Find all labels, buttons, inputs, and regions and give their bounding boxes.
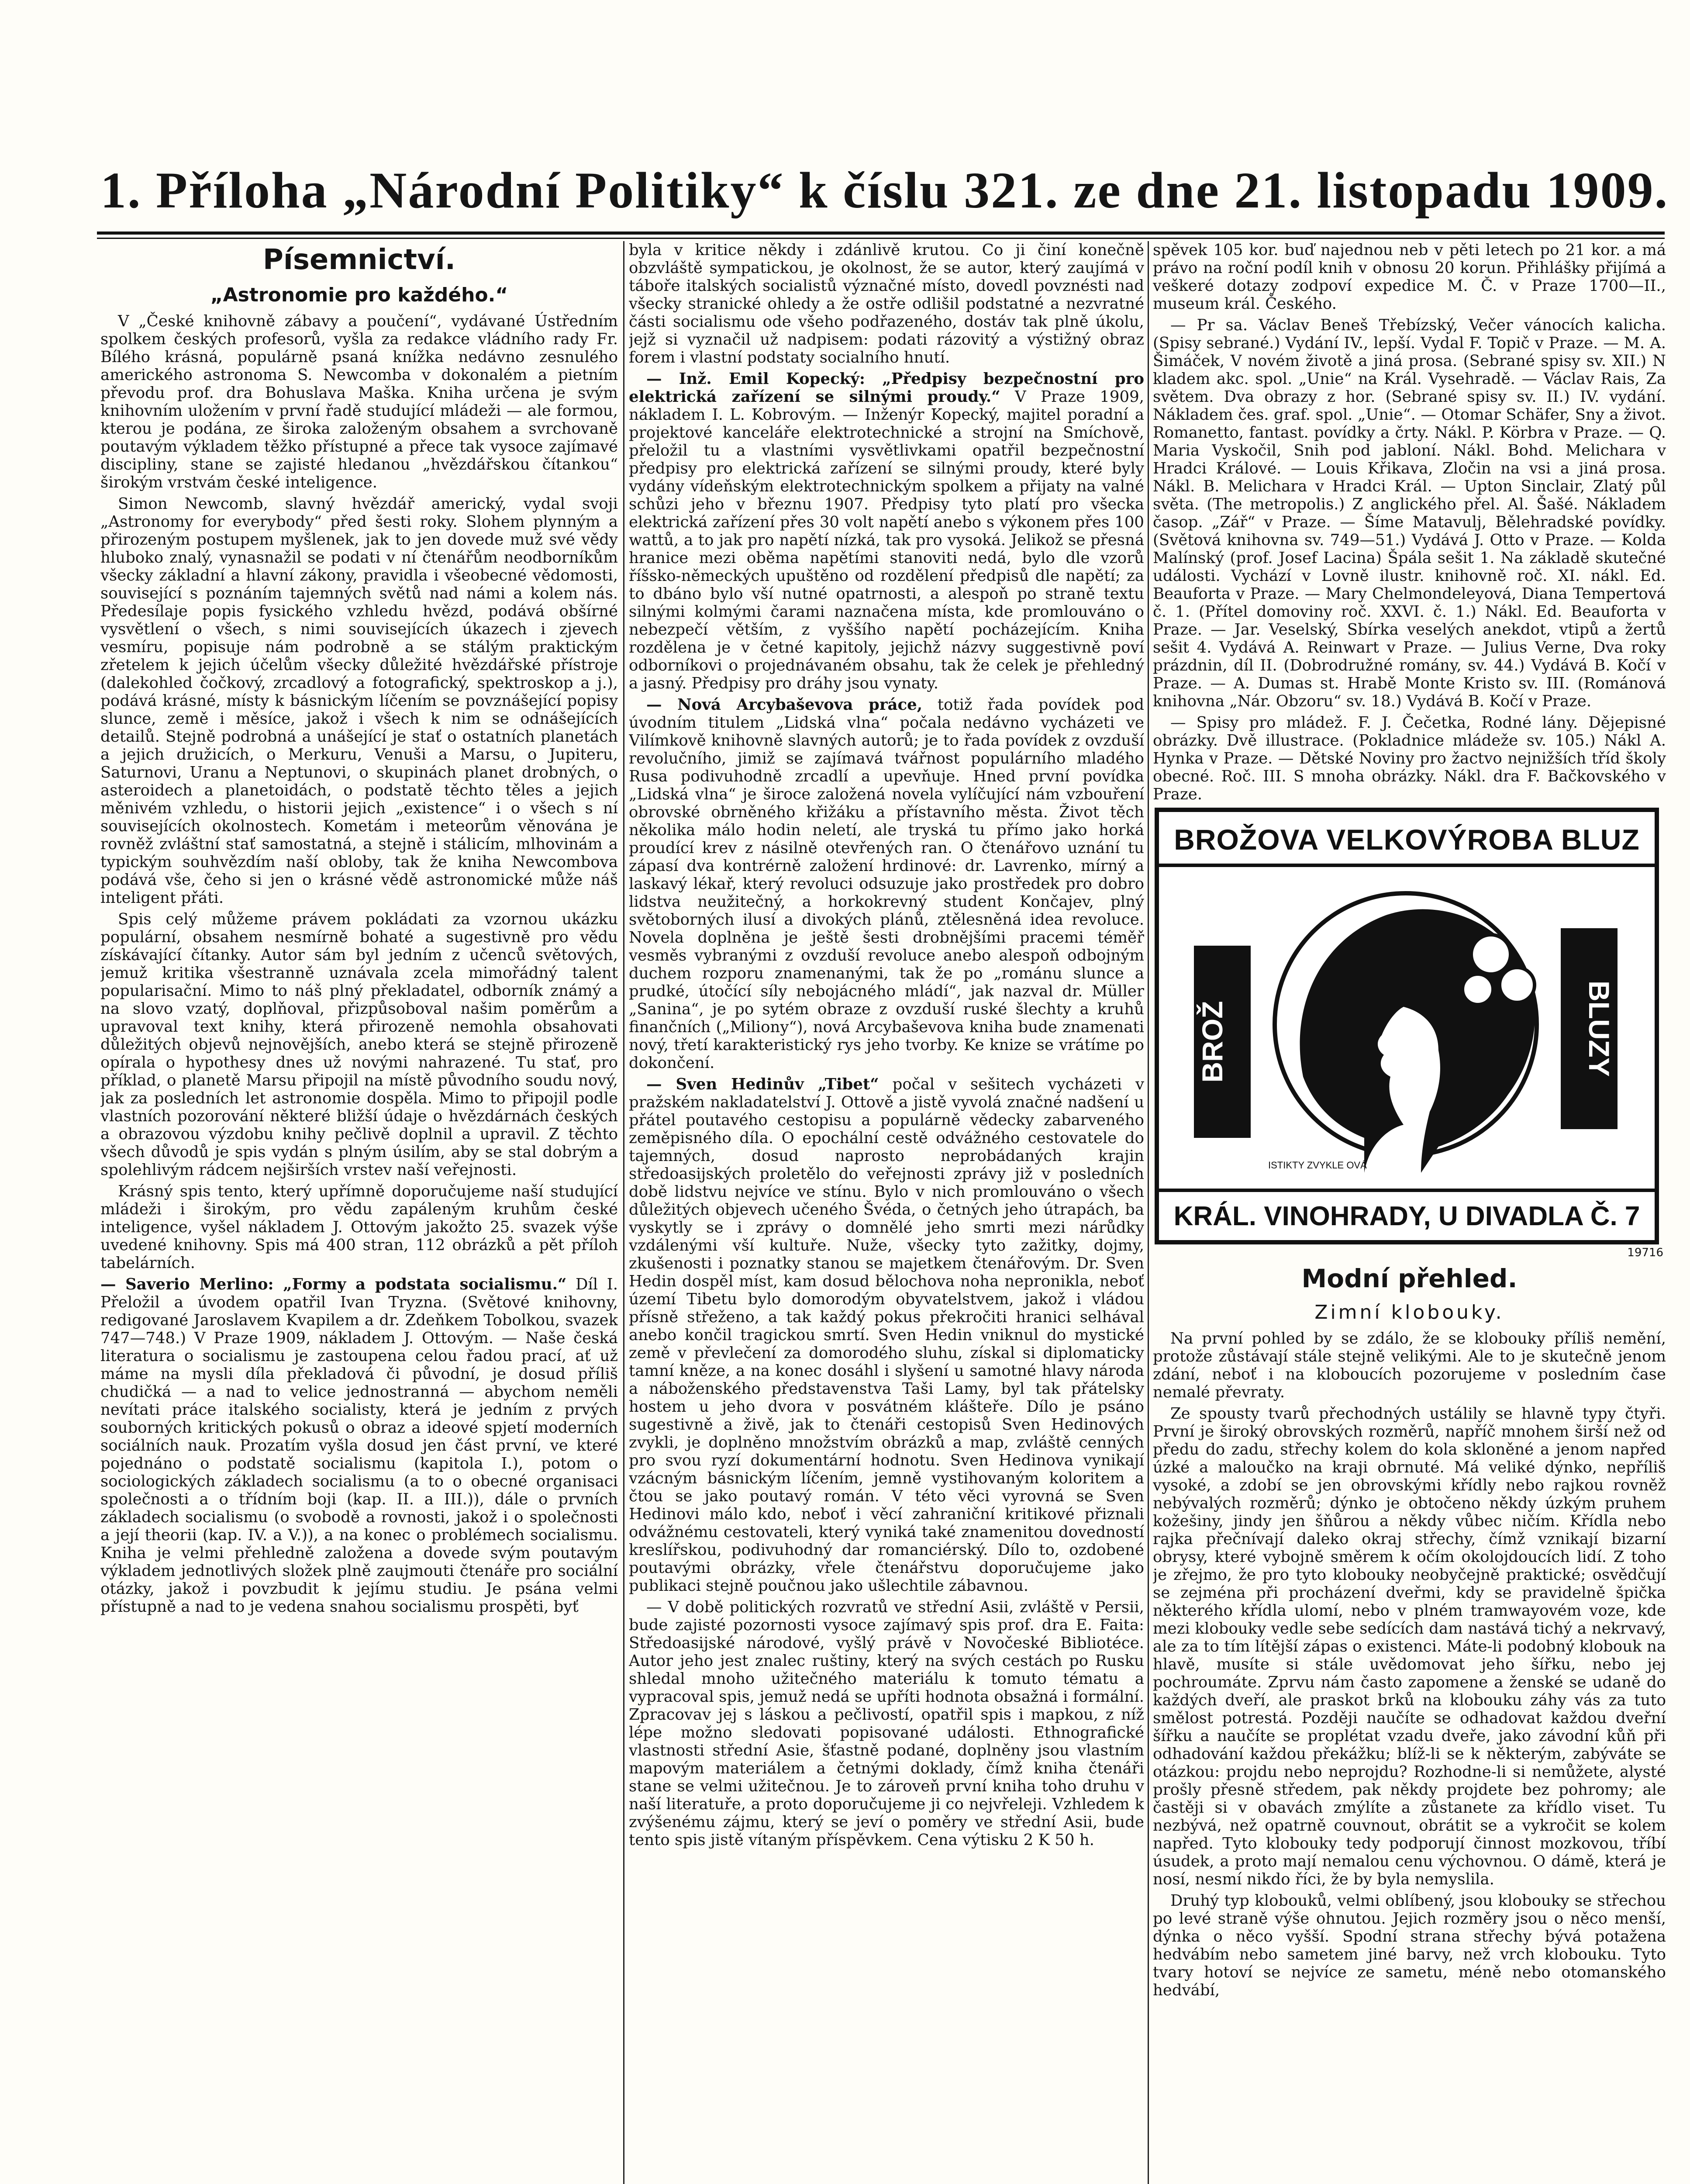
column-divider — [623, 241, 624, 2184]
article-paragraph: Spis celý můžeme právem pokládati za vzornou ukázku populární, obsahem nesmírně bohaté a sugestivně pro vědu získávající čítanky. Autor sám byl jedním z učenců světových, jemuž kritika všestranně uznávala zcela mimořádný talent popularisační. Mimo to náš plný překladatel, odborník známý a na slovo vzatý, doplňoval, přizpůsoboval našim poměrům a upravoval text knihy, která přirozeně nemohla obsahovati důležitých objevů nejnovějších, anebo která se stejně přirozeně opírala o hypothesy dnes už novými nahrazené. Tu stať, pro příklad, o planetě Marsu připojil na místě původního soudu nový, jak za posledních let astronomie dospěla. Mimo to připojil podle vlastních pozorování některé bližší údaje o hvězdárnách českých a obrazovou výzdobu knihy pečlivě doplnil a upravil. Z těchto všech důvodů je spis vydán s plným úsilím, aby se stal dobrým a spolehlivým rádcem nejširších vrstev naší veřejnosti. — [100, 910, 618, 1179]
article-paragraph: Ze spousty tvarů přechodných ustálily se hlavně typy čtyři. První je široký obrovských rozměrů, napříč mnohem širší než od předu do zadu, střechy kolem do kola skloněné a jenom napřed úzké a maloučko na kraji obrnuté. Má veliké dýnko, nepříliš vysoké, a zdobí se jen obrovskými křídly nebo rajkou rovněž nebývalých rozměrů; dýnko je obtočeno někdy úzkým pruhem kožešiny, jindy jen šňůrou a někdy vůbec ničím. Křídla nebo rajka přečnívají daleko okraj střechy, čímž vznikají bizarní obrysy, které vybojně směrem k očím okolojdoucích lidí. Z toho je zřejmo, že pro tyto klobouky neobyčejně praktické; osvědčují se zejména při procházení dveřmi, kdy se pravidelně špička některého křídla ulomí, nebo v plném tramwayovém voze, kde mezi klobouky vedle sebe sedících dam nastává tichý a nekrvavý, ale za to tím lítější zápas o existenci. Máte-li podobný klobouk na hlavě, musíte si stále uvědomovat jeho šířku, nebo jej pochroumáte. Zprvu nám často zapomene a ženské se udaně do každých dveří, ale praskot brků na klobouku záhy vás za tuto smělost potrestá. Později naučíte se odhadovat každou dveřní šířku a naučíte se proplétat vzadu dveře, jako závodní kůň při odhadování každou překážku; blíž-li se k některým, zabýváte se otázkou: projdu nebo neprojdu? Rozhodne-li si nemůžete, alysté prošly přesně středem, pak někdy projdete bez pohromy; ale častěji si v obavách zmýlíte a zůstanete za křídlo viset. Tu nezbývá, než opatrně couvnout, obrátit se a vykročit se kolem napřed. Tyto klobouky tedy podporují činnost mozkovou, tříbí úsudek, a proto mají nemalou cenu výchovnou. O dámě, která je nosí, nesmí nikdo říci, že by byla nemyslila. — [1153, 1405, 1666, 1888]
ad-right-vertical: BLUZY — [1583, 981, 1615, 1077]
section-title: Modní přehled. — [1301, 1264, 1518, 1293]
column-3 — [1153, 241, 1666, 2184]
article-paragraph: Druhý typ klobouků, velmi oblíbený, jsou klobouky se střechou po levé straně výše ohnutou. Jejich rozměry jsou o něco menší, dýnka o něco vyšší. Spodní strana střechy bývá potažena hedvábím nebo sametem jiné barvy, než vrch klobouku. Tyto tvary hotoví se nejvíce ze sametu, méně nebo otomanského hedvábí, — [1153, 1892, 1666, 1999]
article-subtitle: Zimní klobouky. — [1314, 1301, 1504, 1324]
review-paragraph — [629, 1598, 1144, 1849]
ad-left-vertical: BROŽ — [1196, 1001, 1228, 1083]
article-paragraph: spěvek 105 kor. buď najednou neb v pěti letech po 21 kor. a má právo na roční podíl knih v obnosu 20 korun. Přihlášky přijímá a veškeré dotazy zodpoví expedice M. Č. v Praze 1700—II., museum král. Českého. — [1153, 241, 1666, 313]
ad-illustration — [1159, 867, 1655, 1190]
review-paragraph — [629, 696, 1144, 1072]
article-paragraph: Na první pohled by se zdálo, že se klobouky příliš nemění, protože zůstávají stále stejně velikými. Ale to je skutečně jenom zdání, neboť i na kloboucích pozorujeme v posledním čase nemalé převraty. — [1153, 1330, 1666, 1401]
woman-profile-icon — [1159, 867, 1655, 1190]
advertisement — [1155, 808, 1659, 1244]
review-text: totiž řada povídek pod úvodním titulem „Lidská vlna“ počala nedávno vycházeti ve Vilímkově knihovně slavných autorů; je to řada povídek z ovzduší revolučního, jimiž se zajímavá tvářnost populárního mladého Rusa podivuhodně zrcadlí a upevňuje. Hned první povídka „Lidská vlna“ je široce založená novela vylíčující nám vzbouření obrovské obrněného křižáku a přístavního města. Život těch několika málo hodin neletí, ale tryská tu přímo jako horká proudící krev z násilně otevřených ran. O čtenářovo uznání tu zápasí dva kontrérně založení hrdinové: dr. Lavrenko, mírný a laskavý lékař, který revoluci odsuzuje jako prostředek pro dobro lidstva neužitečný, a horkokrevný student Končajev, plný světoborných ilusí a divokých plánů, ztělesněná idea revoluce. Novela doplněna je ještě šesti drobnějšími pracemi téměř vesměs vybranými z ovzduší revoluce anebo alespoň odbojným duchem rozporu znamenanými, tak že po „románu slunce a prudké, útočící síly nebojácného mládí“, jak nazval dr. Müller „Sanina“, je po sytém obraze z ovzduší ruské šlechty a kruhů finančních („Miliony“), nová Arcybaševova kniha bude znamenati nový, třetí karakteristický rys jeho tvorby. Ke knize se vrátíme po dokončení. — [629, 696, 1144, 1072]
book-list-paragraph: — Pr sa. Václav Beneš Třebízský, Večer vánocích kalicha. (Spisy sebrané.) Vydání IV., lepší. Vydal F. Topič v Praze. — M. A. Šimáček, V novém životě a jiná prosa. (Sebrané spisy sv. XII.) N kladem akc. spol. „Unie“ na Král. Vysehradě. — Václav Rais, Za světem. Dva obrazy z hor. (Sebrané spisy sv. II.) IV. vydání. Nákladem čes. graf. spol. „Unie“. — Otomar Schäfer, Sny a život. Romanetto, fantast. povídky a črty. Nákl. P. Körbra v Praze. — Q. Maria Vyskočil, Snih pod jabloní. Nákl. Bohd. Melichara v Hradci Králové. — Louis Křikava, Zločin na vsi a jiná prosa. Nákl. B. Melichara v Hradci Král. — Upton Sinclair, Zlatý půl světa. (The metropolis.) Z anglického přel. Al. Šašé. Nákladem časop. „Zář“ v Praze. — Šíme Matavulj, Bělehradské povídky. (Světová knihovna sv. 749—51.) Vydává J. Otto v Praze. — Kolda Malínský (prof. Josef Lacina) Špála sešit 1. Na základě skutečné události. Vychází v Lovně ilustr. knihovně roč. XI. nákl. Ed. Beauforta v Praze. — Mary Chelmondeleyová, Diana Tempertová č. 1. (Přítel domoviny roč. XXVI. č. 1.) Nákl. Ed. Beauforta v Praze. — Jar. Veselský, Sbírka veselých anekdot, vtipů a žertů sešit 4. Vydává A. Reinwart v Praze. — Julius Verne, Dva roky prázdnin, díl II. (Dobrodružné romány, sv. 44.) Vydává B. Kočí v Praze. — A. Dumas st. Hrabě Monte Kristo sv. III. (Románová knihovna „Nár. Obzoru“ sv. 18.) Vydává B. Kočí v Praze. — [1153, 316, 1666, 710]
review-text: V Praze 1909, nákladem I. L. Kobrovým. — Inženýr Kopecký, majitel poradní a projektové kanceláře elektrotechnické a strojní na Smíchově, přeložil tu a vlastními vysvětlivkami opatřil bezpečnostní předpisy pro elektrická zařízení se silnými proudy, které byly vydány vídeňským elektrotechnickým spolkem a přijaty na valné schůzi jeho v březnu 1907. Předpisy tyto platí pro všecka elektrická zařízení přes 30 volt napětí anebo s výkonem přes 100 wattů, a to jak pro napětí nízká, tak pro vysoká. Jelikož se přesná hranice mezi oběma napětími stanoviti nedá, bylo dle vzorů říšsko-německých upuštěno od rozdělení předpisů dle napětí; za to dbáno bylo vší nutné opatrnosti, a alespoň po straně textu silnými kolmými čarami naznačena místa, kde promlouváno o nebezpečí větším, z vyššího napětí pocházejícím. Kniha rozdělena je v četné kapitoly, jejichž názvy suggestivně poví odborníkovi o projednávaném obsahu, tak že celek je přehledný a jasný. Předpisy pro dráhy jsou vynaty. — [629, 388, 1144, 692]
review-paragraph — [100, 1275, 618, 1616]
article-paragraph: Krásný spis tento, který upřímně doporučujeme naší studující mládeži i širokým, pro vědu zapáleným kruhům české inteligence, vyšel nákladem J. Ottovým jakožto 25. svazek výše uvedené knihovny. Spis má 400 stran, 112 obrázků a pět příloh tabelárních. — [100, 1182, 618, 1272]
column-divider — [1148, 241, 1149, 2184]
review-text: Díl I. Přeložil a úvodem opatřil Ivan Tryzna. (Světové knihovny, redigované Jaroslavem Kvapilem a dr. Zdeňkem Tobolkou, svazek 747—748.) V Praze 1909, nákladem J. Ottovým. — Naše česká literatura o socialismu je zastoupena celou řadou prací, ať už máme na mysli díla překladová či původní, je dosud příliš chudičká — a nad to velice jednostranná — abychom neměli nevítati práce italského socialisty, která je jedním z prvých souborných kritických pokusů o obraz a ideové spjetí moderních sociálních nauk. Prozatím vyšla dosud jen část první, ve které pojednáno o podstatě socialismu (kapitola I.), potom o sociologických základech socialismu (a to o obecné organisaci společnosti a o třídním boji (kap. II. a III.)), dále o prvních základech socialismu (o svobodě a rovnosti, jakož i o společnosti a její theorii (kap. IV. a V.)), a na konec o problémech socialismu. Kniha je velmi přehledně založena a dovede svým poutavým výkladem jednotlivých složek plně zaujmouti čtenáře pro sociální otázky, jakož i povzbudit k jejímu studiu. Je psána velmi přístupně a nad to je vedena snahou socialismu prospěti, byť — [100, 1275, 618, 1616]
article-title: „Astronomie pro každého.“ — [210, 284, 508, 306]
article-paragraph: Simon Newcomb, slavný hvězdář americký, vydal svoji „Astronomy for everybody“ před šesti roky. Slohem plynným a přirozeným postupem myšlenek, jak to jen dovede muž své vědy hluboko znalý, vynasnažil se podati v ní čtenářům neodborníkům všecky základní a hlavní zákony, pravidla i všeobecné vědomosti, související s poznáním tajemných světů nad námi a kolem nás. Předesílaje popis fysického vzhledu hvězd, podává obšírné vysvětlení o všech, s nimi souvisejících úkazech i zjevech vesmíru, popisuje nám podrobně a se stálým praktickým zřetelem k jejich účelům všecky důležité hvězdářské přístroje (dalekohled čočkový, zrcadlový a fotografický, spektroskop a j.), podává krásné, místy k básnickým líčením se povznášející popisy slunce, země i měsíce, jakož i všech k nim se odnášejících detailů. Stejně podrobná a unášející je stať o ostatních planetách a jejich družicích, o Merkuru, Venuši a Marsu, o Jupiteru, Saturnovi, Uranu a Neptunovi, o skupinách planet drobných, o asteroidech a planetoidách, o podstatě těchto těles a jejich měnivém vzhledu, o historii jejich „existence“ i o všech s ní souvisejících okolnostech. Kometám i meteorům věnována je rovněž zvláštní stať samostatná, a stejně i stálicím, mlhovinám a typickým souhvězdím naší obloby, tak že kniha Newcombova podává vše, čeho si jen o krásné vědě astronomické může náš inteligent přáti. — [100, 495, 618, 907]
review-head: — Nová Arcybaševova práce, — [646, 696, 923, 714]
review-text: — V době politických rozvratů ve střední Asii, zvláště v Persii, bude zajisté pozornosti vysoce zajímavý spis prof. dra E. Faita: Středoasijské národové, vyšlý právě v Novočeské Bibliotéce. Autor jeho jest znalec ruštiny, který na svých cestách po Rusku shledal mnoho užitečného materiálu k tomuto tématu a vypracoval spis, jemuž nedá se upříti hodnota obsažná i formální. Zpracovav jej s láskou a pečlivostí, opatřil spis i mapkou, z níž lépe možno sledovati popisované události. Ethnografické vlastnosti střední Asie, šťastně podané, doplněny jsou vlastním mapovým materiálem a četnými doklady, čímž kniha čtenáři stane se velmi užitečnou. Je to zároveň první kniha toho druhu v naší literatuře, a proto doporučujeme ji co nejvřeleji. Vzhledem k zvýšenému zájmu, který se jeví o poměry ve střední Asii, bude tento spis jistě vítaným příspěvkem. Cena výtisku 2 K 50 h. — [629, 1598, 1144, 1849]
page-header: 1. Příloha „Národní Politiky“ k číslu 321. ze dne 21. listopadu 1909. — [100, 162, 1669, 219]
column-1 — [100, 241, 618, 2184]
review-head: — Inž. Emil Kopecký: „Předpisy bezpečnostní pro elektrická zařízení se silnými proudy.“ — [629, 370, 1144, 406]
review-head: — Saverio Merlino: „Formy a podstata socialismu.“ — [100, 1275, 567, 1293]
book-list-paragraph: — Spisy pro mládež. F. J. Čečetka, Rodné lány. Dějepisné obrázky. Dvě illustrace. (Pokladnice mládeže sv. 105.) Nákl A. Hynka v Praze. — Dětské Noviny pro žactvo nejnižších tříd školy obecné. Roč. III. S mnoha obrázky. Nákl. dra F. Bačkovského v Praze. — [1153, 714, 1666, 803]
review-paragraph — [629, 370, 1144, 692]
review-text: počal v sešitech vycházeti v pražském nakladatelství J. Ottově a jistě vyvolá značné nadšení u přátel poutavého cestopisu a populárně vědecky zabarveného zeměpisného díla. O epochální cestě odvážného cestovatele do tajemných, dosud naprosto neprobádaných krajin středoasijských proletělo do veřejnosti zprávy již v posledních době lidstvu nejvíce ve stínu. Bylo v nich promlouváno o všech důležitých objevech učeného Švéda, o četných jeho útrapách, ba vyskytly se i zprávy o domnělé jeho smrti mezi nárůdky vzdálenými vší kultuře. Nuže, všecky tyto zažitky, dojmy, zkušenosti i poznatky stanou se majetkem čtenářovým. Dr. Sven Hedin dospěl míst, kam dosud bělochova noha nepronikla, neboť území Tibetu bylo domorodým obyvatelstvem, jakož i vládou přísně střeženo, a tak každý pokus překročiti hranici selhával anebo končil tragickou smrtí. Sven Hedin vniknul do mystické země v převlečení za domorodého sluhu, získal si diplomaticky tamní kněze, a na konec dosáhl i slyšení u samotné hlavy národa a náboženského představenstva Taši Lamy, byl tak přátelsky hostem u jeho dvora v posvátném klášteře. Dílo je psáno sugestivně a živě, jak to čtenáři cestopisů Sven Hedinových zvykli, je doplněno množstvím obrázků a map, zvláště cenných pro svou ryzí dokumentární hodnotu. Sven Hedinova vynikají vzácným básnickým líčením, jemně vystihovaným koloritem a čtou se jako poutavý román. V této věci vyrovná se Sven Hedinovi málo kdo, neboť i věcí zahraniční kritikové přiznali odvážnému cestovateli, který vyniká také znamenitou dovedností kreslířskou, podivuhodný dar romanciérský. Dílo to, ozdobené poutavými obrázky, vřele čtenářstvu doporučujeme jako publikaci stejně poučnou jako ušlechtile zábavnou. — [629, 1075, 1144, 1595]
column-2 — [629, 241, 1144, 2184]
ad-number: 19716 — [1627, 1246, 1663, 1259]
ad-footer: KRÁL. VINOHRADY, U DIVADLA Č. 7 — [1159, 1189, 1655, 1240]
ad-small-text: ISTIKTY ZVYKLE OVÁ — [1268, 1160, 1367, 1171]
review-paragraph — [629, 1075, 1144, 1595]
ad-headline: BROŽOVA VELKOVÝROBA BLUZ — [1159, 816, 1655, 867]
review-head: — Sven Hedinův „Tibet“ — [646, 1075, 879, 1093]
article-paragraph: byla v kritice někdy i zdánlivě krutou. Co ji činí konečně obzvláště sympatickou, je okolnost, že se autor, který zaujímá v táboře italských socialistů význačné místo, dovedl povznésti nad všecky stranické ohledy a že ostře odlišil podstatné a nezvratné části socialismu ode všeho podřazeného, dostáv tak plně úkolu, jejž si vyznačil už nadpisem: podati rázovitý a výstižný obraz forem i vlastní podstaty socialního hnutí. — [629, 241, 1144, 366]
header-rule-thin — [97, 238, 1665, 239]
article-paragraph: V „České knihovně zábavy a poučení“, vydávané Ústředním spolkem českých profesorů, vyšla za redakce vládního rady Fr. Bílého krásná, populárně psaná knížka nedávno zesnulého amerického astronoma S. Newcomba v dokonalém a pietním převodu prof. dra Bohuslava Maška. Kniha určena je svým knihovním uložením v první řadě studující mládeži — ale formou, kterou je podána, ze široka založeným obsahem a svrchovaně poutavým výkladem těžko přístupné a přece tak vysoce zajímavé discipliny, stane se zajisté hledanou „hvězdářskou čítankou“ širokým vrstvám české inteligence. — [100, 312, 618, 491]
section-title: Písemnictví. — [262, 244, 456, 276]
header-rule — [97, 232, 1665, 235]
